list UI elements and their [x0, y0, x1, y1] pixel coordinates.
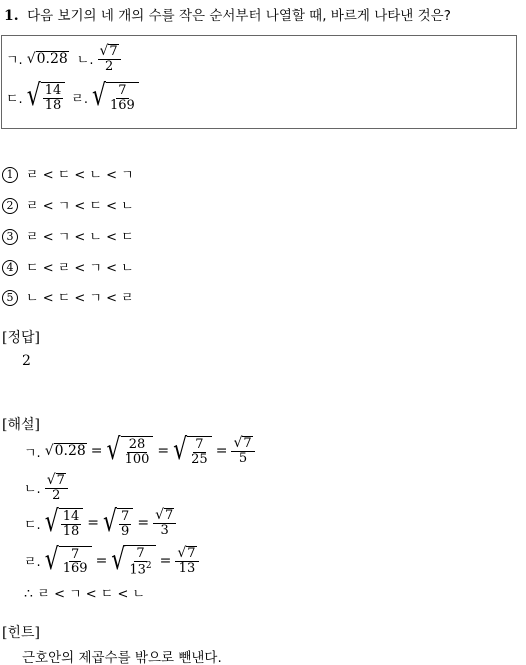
- equals-sign: =: [137, 515, 150, 532]
- box-b-expr: √ 7 2: [98, 44, 121, 74]
- explanation-line-4: [24, 545, 199, 577]
- equals-sign: =: [87, 515, 100, 532]
- box-c-expr: √ $\frac{14}{18}$: [27, 82, 66, 112]
- exp-l1-frac1: √ $\frac{28}{100}$: [107, 436, 154, 466]
- exp-l3-label: ㄷ.: [24, 517, 41, 533]
- option-4[interactable]: [2, 257, 134, 276]
- explanation-heading: [해설]: [2, 417, 40, 433]
- exp-l1-frac2: √ $\frac{7}{25}$: [173, 436, 212, 466]
- box-d-expr: √ $\frac{7}{169}$: [92, 82, 139, 112]
- option-4-text: ㄷ < ㄹ < ㄱ < ㄴ: [26, 261, 134, 276]
- option-4-mark: 4: [2, 260, 18, 276]
- exp-l2-label: ㄴ.: [24, 482, 41, 498]
- option-5-mark: 5: [2, 290, 18, 306]
- explanation-conclusion: [24, 583, 145, 602]
- option-2-mark: 2: [2, 198, 18, 214]
- box-a-expr: √ 0.28: [26, 50, 68, 67]
- option-1-mark: 1: [2, 167, 18, 183]
- answer-heading: [정답]: [2, 330, 40, 346]
- option-5[interactable]: [2, 287, 134, 306]
- option-2[interactable]: [2, 195, 134, 214]
- exp-l3-frac1: √ $\frac{14}{18}$: [45, 508, 84, 538]
- explanation-line-1: [24, 433, 255, 468]
- exp-l4-frac1: √ $\frac{7}{169}$: [45, 546, 92, 576]
- exp-l4-frac2: √ $\frac{7}{13^2}$: [111, 545, 155, 577]
- box-d-label: ㄹ.: [71, 91, 88, 107]
- option-3-mark: 3: [2, 229, 18, 245]
- exp-l2-frac: √ 7 2: [45, 473, 68, 503]
- conclusion-text: ㄹ < ㄱ < ㄷ < ㄴ: [37, 587, 146, 602]
- box-a-label: ㄱ.: [6, 53, 23, 69]
- exp-l1-label: ㄱ.: [24, 445, 41, 461]
- question-text: 다음 보기의 네 개의 수를 작은 순서부터 나열할 때, 바르게 나타낸 것은?: [27, 8, 451, 24]
- option-3-text: ㄹ < ㄱ < ㄴ < ㄷ: [26, 230, 134, 245]
- exp-l4-label: ㄹ.: [24, 555, 41, 571]
- option-3[interactable]: [2, 226, 134, 245]
- equals-sign: =: [215, 443, 228, 460]
- equals-sign: =: [159, 552, 172, 569]
- equals-sign: =: [157, 443, 170, 460]
- option-1[interactable]: [2, 164, 134, 183]
- hint-text: 근호안의 제곱수를 밖으로 뺀낸다.: [22, 650, 222, 665]
- explanation-line-3: [24, 505, 176, 540]
- exp-l3-result: √ 7 3: [153, 508, 176, 538]
- equals-sign: =: [90, 443, 103, 460]
- question-number: 1.: [4, 8, 19, 24]
- question-line: [4, 4, 451, 24]
- hint-heading: [힌트]: [2, 625, 40, 641]
- option-1-text: ㄹ < ㄷ < ㄴ < ㄱ: [26, 168, 134, 183]
- exp-l4-result: √ 7 13: [175, 546, 198, 576]
- exp-l3-frac2: √ $\frac{7}{9}$: [103, 508, 133, 538]
- exp-l1-result: √ 7 5: [231, 436, 254, 466]
- exp-l1-sqrt: √ 0.28: [44, 442, 86, 459]
- box-row-2: [6, 79, 139, 114]
- box-c-label: ㄷ.: [6, 91, 23, 107]
- box-row-1: [6, 44, 121, 74]
- option-2-text: ㄹ < ㄱ < ㄷ < ㄴ: [26, 199, 134, 214]
- box-b-label: ㄴ.: [76, 53, 94, 69]
- answer-value: 2: [22, 353, 31, 369]
- explanation-line-2: [24, 473, 68, 503]
- option-5-text: ㄴ < ㄷ < ㄱ < ㄹ: [26, 291, 134, 306]
- therefore-symbol: ∴: [24, 586, 33, 602]
- equals-sign: =: [95, 552, 108, 569]
